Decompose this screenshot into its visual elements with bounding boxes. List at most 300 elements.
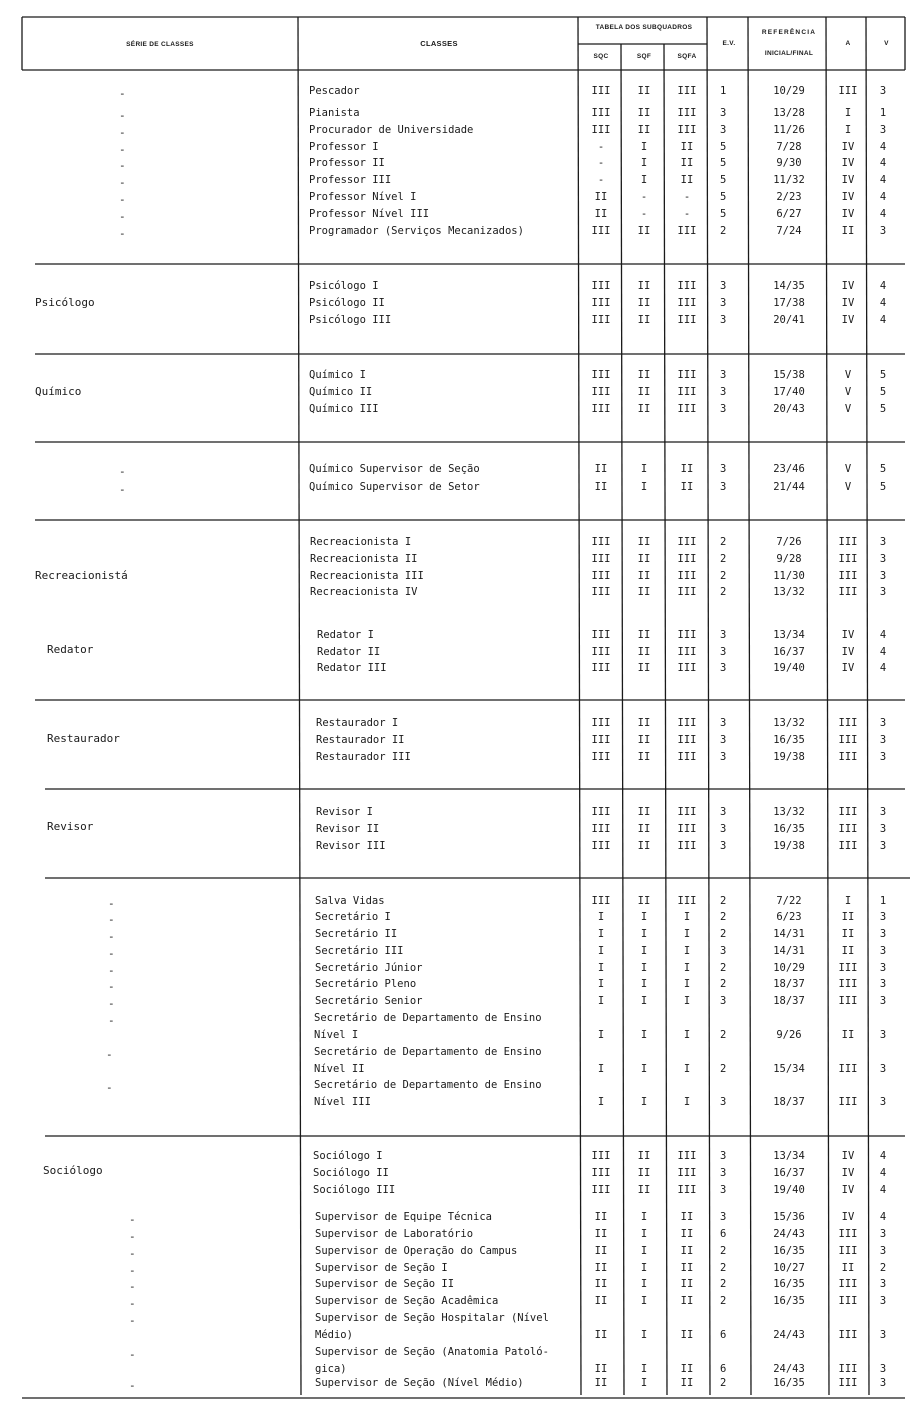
cell-ev: 1	[720, 85, 727, 97]
cell-a: V	[844, 386, 852, 398]
cell-sqfa: III	[677, 895, 697, 907]
class-name: Químico I	[309, 369, 366, 381]
cell-sqfa: I	[683, 1096, 691, 1108]
cell-sqfa: I	[683, 928, 691, 940]
cell-sqfa: II	[680, 463, 694, 475]
class-name: Pianista	[309, 107, 360, 119]
class-name: Químico III	[309, 403, 379, 415]
cell-sqc: I	[597, 962, 605, 974]
cell-sqf: II	[637, 1150, 651, 1162]
class-name: Secretário II	[315, 928, 398, 940]
row-dash: -	[108, 897, 115, 910]
cell-ref: 10/27	[773, 1262, 805, 1274]
serie-label: Redator	[47, 643, 94, 656]
cell-a: I	[844, 124, 852, 136]
cell-ref: 2/23	[776, 191, 802, 203]
cell-ref: 13/34	[773, 1150, 805, 1162]
cell-v: 3	[879, 1063, 887, 1075]
cell-sqf: I	[640, 995, 648, 1007]
cell-sqf: I	[640, 1262, 648, 1274]
header-v: V	[884, 40, 889, 47]
cell-sqc: III	[591, 629, 611, 641]
cell-ref: 16/37	[773, 1167, 805, 1179]
cell-sqc: III	[591, 646, 611, 658]
cell-sqf: II	[637, 662, 651, 674]
class-name: Salva Vidas	[315, 895, 385, 907]
row-dash: -	[108, 964, 115, 977]
cell-sqc: II	[594, 1295, 608, 1307]
cell-ev: 3	[720, 124, 727, 136]
row-dash: -	[119, 126, 126, 139]
class-name: Revisor II	[316, 823, 380, 835]
cell-sqc: III	[591, 662, 611, 674]
cell-sqfa: II	[680, 174, 694, 186]
class-name: Supervisor de Seção (Anatomia Patoló-	[315, 1346, 549, 1358]
cell-sqfa: III	[677, 386, 697, 398]
cell-ref: 19/38	[773, 840, 805, 852]
cell-sqf: I	[640, 1329, 648, 1341]
cell-a: IV	[841, 662, 855, 674]
row-dash: -	[129, 1297, 136, 1310]
cell-ev: 3	[720, 945, 727, 957]
cell-v: 4	[879, 314, 887, 326]
row-dash: -	[129, 1230, 136, 1243]
cell-sqfa: II	[680, 481, 694, 493]
cell-v: 1	[879, 895, 887, 907]
cell-v: 3	[879, 586, 887, 598]
cell-v: 4	[879, 1150, 887, 1162]
cell-a: III	[838, 1363, 858, 1375]
cell-v: 3	[879, 962, 887, 974]
cell-ev: 2	[720, 1063, 727, 1075]
cell-ref: 16/35	[773, 823, 805, 835]
cell-v: 5	[879, 403, 887, 415]
row-dash: -	[129, 1314, 136, 1327]
cell-a: IV	[841, 1211, 855, 1223]
cell-ref: 24/43	[773, 1329, 805, 1341]
cell-sqf: I	[640, 1363, 648, 1375]
cell-v: 3	[879, 945, 887, 957]
class-name: Nível II	[314, 1063, 365, 1075]
cell-ref: 15/34	[773, 1063, 805, 1075]
cell-ev: 3	[720, 403, 727, 415]
cell-sqf: -	[640, 191, 648, 203]
cell-ev: 2	[720, 553, 727, 565]
cell-sqfa: I	[683, 1063, 691, 1075]
cell-ref: 15/36	[773, 1211, 805, 1223]
cell-sqf: I	[640, 1096, 648, 1108]
cell-sqfa: I	[683, 911, 691, 923]
cell-sqf: I	[640, 463, 648, 475]
cell-ev: 3	[720, 386, 727, 398]
class-name: Nível III	[314, 1096, 371, 1108]
row-dash: -	[129, 1213, 136, 1226]
cell-sqf: II	[637, 107, 651, 119]
cell-a: II	[841, 928, 855, 940]
cell-sqfa: III	[677, 536, 697, 548]
cell-v: 5	[879, 481, 887, 493]
cell-v: 3	[879, 978, 887, 990]
cell-sqc: III	[591, 751, 611, 763]
cell-sqc: I	[597, 1029, 605, 1041]
cell-sqf: I	[640, 1245, 648, 1257]
cell-v: 3	[879, 536, 887, 548]
cell-sqfa: III	[677, 403, 697, 415]
row-dash: -	[119, 483, 126, 496]
cell-sqfa: -	[683, 208, 691, 220]
cell-sqc: I	[597, 995, 605, 1007]
cell-a: III	[838, 570, 858, 582]
cell-ev: 3	[720, 662, 727, 674]
class-name: Sociólogo I	[313, 1150, 383, 1162]
cell-v: 4	[879, 141, 887, 153]
cell-a: IV	[841, 1150, 855, 1162]
cell-v: 4	[879, 1167, 887, 1179]
cell-ev: 2	[720, 536, 727, 548]
cell-v: 3	[879, 823, 887, 835]
class-name: Restaurador I	[316, 717, 399, 729]
cell-a: II	[841, 911, 855, 923]
cell-sqf: I	[640, 157, 648, 169]
cell-sqf: I	[640, 1211, 648, 1223]
cell-ev: 3	[720, 717, 727, 729]
cell-a: III	[838, 1245, 858, 1257]
class-name: gica)	[315, 1363, 347, 1375]
class-name: Programador (Serviços Mecanizados)	[309, 225, 524, 237]
cell-sqf: I	[640, 1228, 648, 1240]
cell-sqc: -	[597, 141, 605, 153]
cell-ref: 20/41	[773, 314, 805, 326]
cell-ref: 14/31	[773, 928, 805, 940]
cell-ref: 9/30	[776, 157, 802, 169]
header-serie-de-classes: SÉRIE DE CLASSES	[126, 41, 194, 48]
cell-v: 3	[879, 124, 887, 136]
cell-sqc: III	[591, 734, 611, 746]
cell-v: 5	[879, 463, 887, 475]
cell-ev: 2	[720, 895, 727, 907]
cell-sqf: II	[637, 314, 651, 326]
cell-a: I	[844, 895, 852, 907]
cell-ref: 20/43	[773, 403, 805, 415]
row-dash: -	[119, 465, 126, 478]
row-dash: -	[119, 176, 126, 189]
class-name: Redator II	[317, 646, 381, 658]
cell-sqfa: II	[680, 141, 694, 153]
serie-label: Recreacionistá	[35, 569, 128, 582]
cell-v: 4	[879, 646, 887, 658]
cell-a: II	[841, 945, 855, 957]
cell-sqfa: III	[677, 717, 697, 729]
cell-a: III	[838, 586, 858, 598]
cell-ev: 5	[720, 191, 727, 203]
cell-ref: 18/37	[773, 995, 805, 1007]
cell-sqc: II	[594, 191, 608, 203]
cell-a: IV	[841, 646, 855, 658]
cell-sqf: I	[640, 1295, 648, 1307]
header-sqfa: SQFA	[677, 53, 697, 60]
class-name: Supervisor de Seção (Nível Médio)	[315, 1377, 524, 1389]
class-name: Redator I	[317, 629, 374, 641]
row-dash: -	[129, 1280, 136, 1293]
cell-sqf: II	[637, 895, 651, 907]
header-classes: CLASSES	[420, 39, 458, 48]
cell-sqfa: II	[680, 1329, 694, 1341]
cell-ev: 3	[720, 823, 727, 835]
cell-ref: 16/35	[773, 1245, 805, 1257]
class-name: Professor Nível III	[309, 208, 430, 220]
cell-sqf: -	[640, 208, 648, 220]
header-a: A	[845, 40, 851, 47]
class-name: Médio)	[315, 1329, 353, 1341]
cell-sqf: II	[637, 570, 651, 582]
class-name: Pescador	[309, 85, 360, 97]
class-name: Psicólogo I	[309, 280, 379, 292]
cell-ev: 3	[720, 806, 727, 818]
class-name: Revisor I	[316, 806, 373, 818]
cell-sqfa: II	[680, 1211, 694, 1223]
header-inicial-final: INICIAL/FINAL	[764, 50, 814, 57]
cell-sqfa: III	[677, 314, 697, 326]
cell-v: 4	[879, 662, 887, 674]
header-referencia: REFERÊNCIA	[761, 29, 817, 36]
cell-ref: 24/43	[773, 1228, 805, 1240]
cell-a: III	[838, 85, 858, 97]
cell-sqf: II	[637, 646, 651, 658]
row-dash: -	[119, 193, 126, 206]
cell-ev: 3	[720, 107, 727, 119]
cell-a: III	[838, 823, 858, 835]
cell-sqc: III	[591, 570, 611, 582]
cell-sqc: III	[591, 297, 611, 309]
class-name: Recreacionista I	[310, 536, 412, 548]
cell-ev: 2	[720, 1262, 727, 1274]
cell-a: IV	[841, 1167, 855, 1179]
cell-ref: 11/26	[773, 124, 805, 136]
serie-label: Sociólogo	[43, 1164, 103, 1177]
row-dash: -	[108, 930, 115, 943]
cell-ev: 3	[720, 646, 727, 658]
cell-ref: 16/35	[773, 734, 805, 746]
cell-v: 3	[879, 1029, 887, 1041]
cell-a: IV	[841, 314, 855, 326]
cell-a: III	[838, 962, 858, 974]
cell-sqfa: III	[677, 734, 697, 746]
cell-ref: 24/43	[773, 1363, 805, 1375]
cell-sqfa: III	[677, 751, 697, 763]
cell-ref: 13/34	[773, 629, 805, 641]
cell-a: V	[844, 403, 852, 415]
cell-ev: 3	[720, 734, 727, 746]
cell-v: 4	[879, 280, 887, 292]
cell-sqf: I	[640, 945, 648, 957]
cell-sqf: I	[640, 1377, 648, 1389]
cell-ref: 18/37	[773, 1096, 805, 1108]
cell-ref: 15/38	[773, 369, 805, 381]
cell-ref: 7/24	[776, 225, 802, 237]
header-sqf: SQF	[636, 53, 652, 60]
cell-sqc: III	[591, 107, 611, 119]
class-name: Sociólogo III	[313, 1184, 396, 1196]
cell-ev: 3	[720, 995, 727, 1007]
cell-a: III	[838, 978, 858, 990]
cell-v: 3	[879, 225, 887, 237]
cell-sqc: II	[594, 1262, 608, 1274]
class-name: Secretário de Departamento de Ensino	[314, 1046, 542, 1058]
class-name: Químico II	[309, 386, 373, 398]
cell-a: IV	[841, 280, 855, 292]
cell-sqf: I	[640, 928, 648, 940]
cell-sqf: II	[637, 536, 651, 548]
cell-sqc: I	[597, 1096, 605, 1108]
cell-sqc: II	[594, 208, 608, 220]
cell-sqc: III	[591, 1184, 611, 1196]
cell-a: III	[838, 1377, 858, 1389]
cell-sqf: II	[637, 1167, 651, 1179]
cell-ev: 6	[720, 1329, 727, 1341]
cell-sqf: II	[637, 85, 651, 97]
cell-ev: 2	[720, 225, 727, 237]
cell-sqf: II	[637, 553, 651, 565]
cell-sqc: III	[591, 386, 611, 398]
class-name: Supervisor de Laboratório	[315, 1228, 474, 1240]
cell-v: 4	[879, 297, 887, 309]
cell-a: III	[838, 717, 858, 729]
cell-ev: 2	[720, 978, 727, 990]
class-name: Supervisor de Operação do Campus	[315, 1245, 518, 1257]
cell-ev: 2	[720, 586, 727, 598]
cell-v: 3	[879, 1363, 887, 1375]
cell-sqc: III	[591, 806, 611, 818]
cell-ev: 2	[720, 1245, 727, 1257]
cell-sqfa: III	[677, 280, 697, 292]
class-name: Restaurador III	[316, 751, 411, 763]
cell-a: IV	[841, 191, 855, 203]
cell-sqfa: III	[677, 553, 697, 565]
cell-v: 3	[879, 1295, 887, 1307]
cell-sqc: III	[591, 536, 611, 548]
cell-v: 3	[879, 1377, 887, 1389]
cell-ref: 19/38	[773, 751, 805, 763]
class-name: Psicólogo III	[309, 314, 392, 326]
cell-sqc: II	[594, 481, 608, 493]
class-name: Nível I	[314, 1029, 359, 1041]
cell-ev: 2	[720, 911, 727, 923]
row-dash: -	[108, 997, 115, 1010]
cell-sqc: I	[597, 928, 605, 940]
cell-sqfa: II	[680, 1278, 694, 1290]
class-name: Redator III	[317, 662, 387, 674]
cell-sqfa: III	[677, 629, 697, 641]
class-name: Secretário I	[315, 911, 391, 923]
class-name: Sociólogo II	[313, 1167, 389, 1179]
cell-ref: 16/35	[773, 1295, 805, 1307]
serie-label: Químico	[35, 385, 82, 398]
class-name: Supervisor de Seção II	[315, 1278, 455, 1290]
cell-sqc: III	[591, 403, 611, 415]
cell-a: III	[838, 1063, 858, 1075]
class-name: Psicólogo II	[309, 297, 385, 309]
cell-sqc: II	[594, 1245, 608, 1257]
cell-a: IV	[841, 157, 855, 169]
cell-sqf: II	[637, 823, 651, 835]
cell-v: 3	[879, 1329, 887, 1341]
cell-sqfa: III	[677, 107, 697, 119]
serie-label: Psicólogo	[35, 296, 95, 309]
cell-sqc: II	[594, 463, 608, 475]
class-name: Professor I	[309, 141, 379, 153]
row-dash: -	[129, 1379, 136, 1392]
cell-v: 5	[879, 386, 887, 398]
cell-ev: 3	[720, 314, 727, 326]
cell-sqc: III	[591, 840, 611, 852]
cell-sqc: I	[597, 945, 605, 957]
header-ev: E.V.	[722, 40, 736, 47]
class-name: Secretário Senior	[315, 995, 423, 1007]
class-name: Recreacionista II	[310, 553, 418, 565]
cell-a: III	[838, 1295, 858, 1307]
cell-ev: 2	[720, 1295, 727, 1307]
cell-ev: 3	[720, 463, 727, 475]
cell-sqc: II	[594, 1329, 608, 1341]
cell-ev: 3	[720, 1096, 727, 1108]
cell-sqfa: III	[677, 662, 697, 674]
cell-sqc: II	[594, 1278, 608, 1290]
cell-v: 3	[879, 553, 887, 565]
cell-a: III	[838, 840, 858, 852]
cell-a: IV	[841, 1184, 855, 1196]
cell-v: 3	[879, 570, 887, 582]
cell-a: III	[838, 751, 858, 763]
cell-sqf: II	[637, 1184, 651, 1196]
cell-sqfa: III	[677, 1184, 697, 1196]
cell-sqc: III	[591, 369, 611, 381]
cell-sqc: III	[591, 1150, 611, 1162]
cell-a: III	[838, 1278, 858, 1290]
cell-ev: 2	[720, 1377, 727, 1389]
cell-v: 3	[879, 1096, 887, 1108]
cell-ev: 3	[720, 369, 727, 381]
cell-sqf: II	[637, 717, 651, 729]
cell-ev: 6	[720, 1363, 727, 1375]
cell-sqc: III	[591, 1167, 611, 1179]
cell-ref: 23/46	[773, 463, 805, 475]
cell-ev: 3	[720, 1150, 727, 1162]
cell-ref: 14/31	[773, 945, 805, 957]
cell-a: V	[844, 463, 852, 475]
cell-sqfa: III	[677, 85, 697, 97]
cell-sqf: II	[637, 586, 651, 598]
cell-sqf: I	[640, 141, 648, 153]
class-name: Procurador de Universidade	[309, 124, 474, 136]
cell-sqc: III	[591, 124, 611, 136]
cell-v: 3	[879, 806, 887, 818]
cell-ev: 3	[720, 297, 727, 309]
cell-v: 3	[879, 85, 887, 97]
cell-v: 3	[879, 751, 887, 763]
cell-sqfa: III	[677, 586, 697, 598]
row-dash: -	[129, 1264, 136, 1277]
cell-ref: 21/44	[773, 481, 805, 493]
header-sqc: SQC	[593, 53, 609, 60]
cell-sqfa: III	[677, 823, 697, 835]
cell-sqfa: III	[677, 124, 697, 136]
cell-ref: 19/40	[773, 662, 805, 674]
cell-sqf: II	[637, 369, 651, 381]
cell-a: IV	[841, 174, 855, 186]
class-name: Secretário de Departamento de Ensino	[314, 1079, 542, 1091]
row-dash: -	[119, 87, 126, 100]
cell-v: 4	[879, 1211, 887, 1223]
